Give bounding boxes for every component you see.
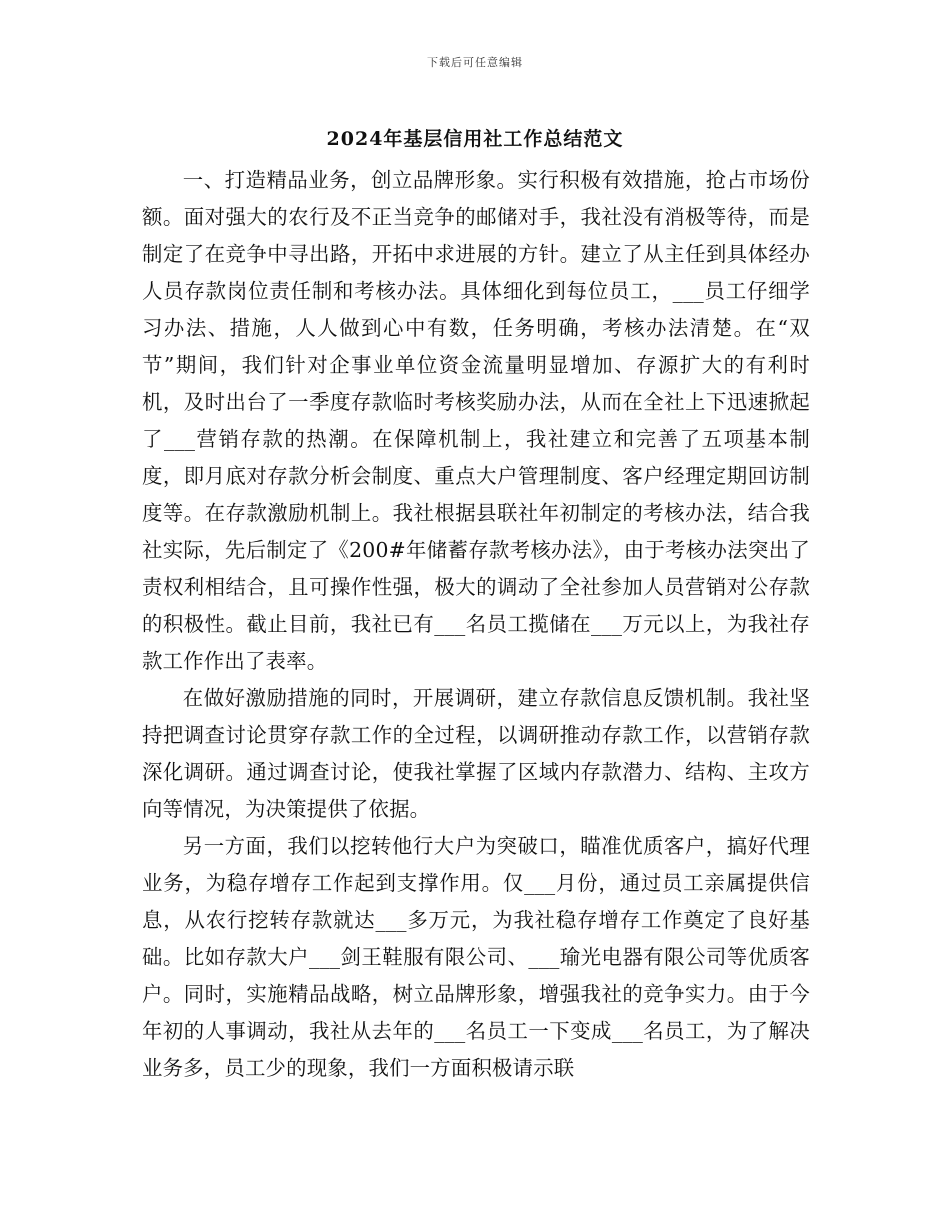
- document-title: 2024年基层信用社工作总结范文: [326, 128, 624, 150]
- paragraph: 在做好激励措施的同时，开展调研，建立存款信息反馈机制。我社坚持把调查讨论贯穿存款工作的全过程，以调研推动存款工作，以营销存款深化调研。通过调查讨论，使我社掌握了区域内存款潜力、结构、主攻方向等情况，为决策提供了依据。: [142, 686, 810, 821]
- document-body: [142, 162, 810, 1087]
- paragraph: 另一方面，我们以挖转他行大户为突破口，瞄准优质客户，搞好代理业务，为稳存增存工作起到支撑作用。仅___月份，通过员工亲属提供信息，从农行挖转存款就达___多万元，为我社稳存增存工作奠定了良好基础。比如存款大户___剑王鞋服有限公司、___瑜光电器有限公司等优质客户。同时，实施精品战略，树立品牌形象，增强我社的竞争实力。由于今年初的人事调动，我社从去年的___名员工一下变成___名员工，为了解决业务多，员工少的现象，我们一方面积极请示联: [142, 834, 810, 1080]
- paragraph: 一、打造精品业务，创立品牌形象。实行积极有效措施，抢占市场份额。面对强大的农行及不正当竞争的邮储对手，我社没有消极等待，而是制定了在竞争中寻出路，开拓中求进展的方针。建立了从主任到具体经办人员存款岗位责任制和考核办法。具体细化到每位员工，___员工仔细学习办法、措施，人人做到心中有数，任务明确，考核办法清楚。在“双节”期间，我们针对企事业单位资金流量明显增加、存源扩大的有利时机，及时出台了一季度存款临时考核奖励办法，从而在全社上下迅速掀起了___营销存款的热潮。在保障机制上，我社建立和完善了五项基本制度，即月底对存款分析会制度、重点大户管理制度、客户经理定期回访制度等。在存款激励机制上。我社根据县联社年初制定的考核办法，结合我社实际，先后制定了《200#年储蓄存款考核办法》，由于考核办法突出了责权利相结合，且可操作性强，极大的调动了全社参加人员营销对公存款的积极性。截止目前，我社已有___名员工揽储在___万元以上，为我社存款工作作出了表率。: [142, 168, 810, 673]
- header-note: 下载后可任意编辑: [427, 56, 523, 69]
